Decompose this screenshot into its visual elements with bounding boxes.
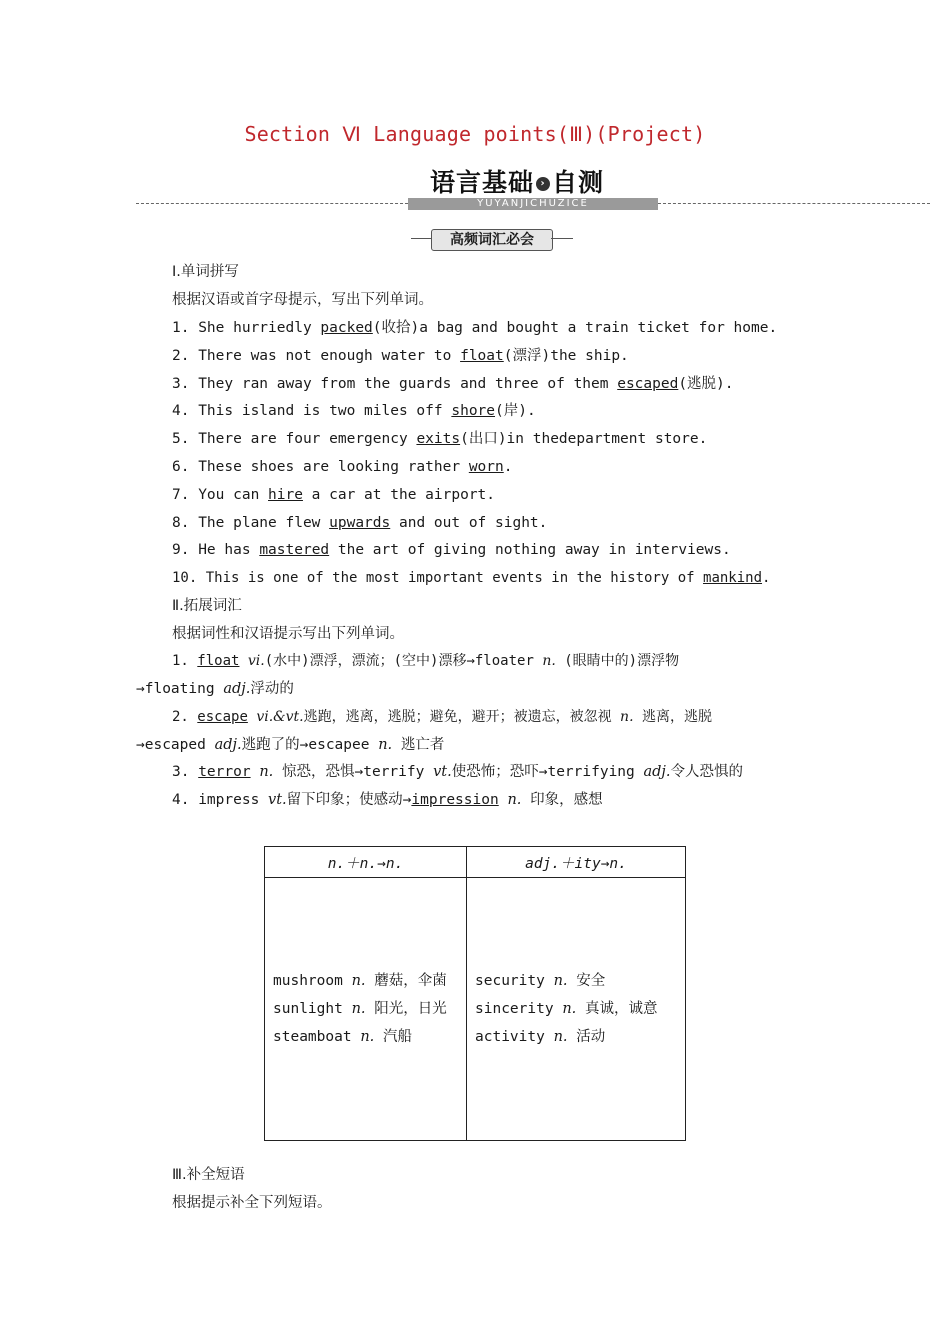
item-text: 逃亡者: [400, 737, 445, 753]
word: activity: [475, 1029, 545, 1045]
sub-banner-wing-right: [551, 238, 573, 239]
meaning: 阳光，日光: [374, 1001, 447, 1017]
item-text: 印象，感想: [530, 792, 603, 808]
item-text: 8. The plane flew: [172, 515, 330, 531]
part-of-speech: adj.: [643, 764, 671, 780]
banner-pinyin: YUYANJICHUZICE: [408, 198, 658, 210]
sub-banner-label: 高频词汇必会: [431, 229, 553, 251]
item-text: 逃跑了的→escapee: [241, 737, 379, 753]
list-item: [475, 995, 677, 1023]
list-item: [172, 374, 734, 394]
part1-instruction: 根据汉语或首字母提示，写出下列单词。: [172, 292, 433, 308]
item-text: (出口)in thedepartment store.: [460, 431, 708, 447]
table-cell: [467, 878, 686, 1141]
item-text: 留下印象；使感动→: [286, 792, 412, 808]
item-text: 逃跑，逃离，逃脱；避免，避开；被遗忘，被忽视: [303, 709, 621, 725]
list-item: [172, 485, 495, 505]
table-header: n.＋n.→n.: [265, 847, 467, 878]
table-header-row: [265, 847, 686, 878]
part2-instruction: 根据词性和汉语提示写出下列单词。: [172, 626, 404, 642]
part-of-speech: n.: [360, 1029, 375, 1045]
sub-banner: [411, 229, 571, 251]
part-of-speech: n.: [553, 1029, 568, 1045]
item-text: 2.: [172, 709, 198, 725]
list-item: [172, 707, 712, 727]
banner-right-text: 自测: [552, 168, 605, 197]
item-text: .: [503, 459, 513, 475]
word: mushroom: [273, 973, 343, 989]
page-title: Section Ⅵ Language points(Ⅲ)(Project): [244, 122, 706, 146]
part-of-speech: n.: [620, 709, 634, 725]
list-item: [172, 790, 603, 810]
part-of-speech: n.: [378, 737, 393, 753]
sub-banner-wing-left: [411, 238, 433, 239]
part-of-speech: adj.: [223, 681, 251, 697]
list-item: [136, 679, 294, 699]
list-item: [273, 967, 458, 995]
item-text: (水中)漂浮，漂流；(空中)漂移→floater: [264, 653, 543, 669]
table-header: adj.＋ity→n.: [467, 847, 686, 878]
meaning: 安全: [576, 973, 606, 989]
banner-divider-right: [658, 203, 930, 204]
item-text: 7. You can: [172, 487, 269, 503]
item-text: 浮动的: [250, 681, 294, 697]
item-text: 9. He has: [172, 542, 260, 558]
answer: shore: [451, 403, 496, 419]
answer: upwards: [329, 515, 391, 531]
answer: impression: [411, 792, 499, 808]
item-text: 5. There are four emergency: [172, 431, 417, 447]
item-text: 3.: [172, 764, 199, 780]
part1-heading: Ⅰ.单词拼写: [172, 264, 239, 280]
list-item: [172, 346, 629, 366]
part-of-speech: n.: [507, 792, 522, 808]
list-item: [172, 457, 512, 477]
part-of-speech: n.: [553, 973, 568, 989]
item-text: 6. These shoes are looking rather: [172, 459, 469, 475]
meaning: 蘑菇，伞菌: [374, 973, 447, 989]
list-item: [172, 318, 777, 338]
item-text: (收拾)a bag and bought a train ticket for home.: [372, 320, 778, 336]
list-item: [136, 735, 444, 755]
item-text: (漂浮)the ship.: [503, 348, 629, 364]
item-text: 4. impress: [172, 792, 269, 808]
item-text: 逃离，逃脱: [641, 709, 712, 725]
item-text: →escaped: [136, 737, 215, 753]
item-text: 10. This is one of the most important events in the history of: [172, 570, 704, 586]
part-of-speech: n.: [259, 764, 274, 780]
answer: terror: [198, 764, 251, 780]
list-item: [273, 995, 458, 1023]
list-item: [172, 513, 547, 533]
item-text: 惊恐，恐惧→terrify: [282, 764, 434, 780]
part-of-speech: adj.: [214, 737, 242, 753]
list-item: [172, 540, 731, 560]
part-of-speech: n.: [351, 973, 366, 989]
list-item: [273, 1023, 458, 1051]
part-of-speech: n.: [351, 1001, 366, 1017]
part-of-speech: vi.: [247, 653, 265, 669]
meaning: 汽船: [383, 1029, 412, 1045]
list-item: [172, 651, 679, 671]
word: security: [475, 973, 545, 989]
item-text: 使恐怖；恐吓→terrifying: [451, 764, 644, 780]
item-text: (岸).: [495, 403, 536, 419]
chevron-right-icon: ›: [536, 177, 550, 191]
item-text: 4. This island is two miles off: [172, 403, 452, 419]
part-of-speech: vi.&vt.: [256, 709, 304, 725]
answer: escape: [197, 709, 248, 725]
part3-instruction: 根据提示补全下列短语。: [172, 1195, 332, 1211]
list-item: [172, 429, 707, 449]
meaning: 真诚，诚意: [585, 1001, 658, 1017]
item-text: a car at the airport.: [302, 487, 496, 503]
list-item: [475, 1023, 677, 1051]
word: steamboat: [273, 1029, 352, 1045]
item-text: 1.: [172, 653, 198, 669]
part3-heading: Ⅲ.补全短语: [172, 1167, 245, 1183]
item-text: 1. She hurriedly: [172, 320, 321, 336]
answer: escaped: [617, 376, 679, 392]
part-of-speech: n.: [542, 653, 556, 669]
item-text: 3. They ran away from the guards and three of them: [172, 376, 618, 392]
banner-divider-left: [136, 203, 408, 204]
word: sunlight: [273, 1001, 343, 1017]
answer: packed: [320, 320, 373, 336]
answer: worn: [468, 459, 504, 475]
meaning: 活动: [576, 1029, 606, 1045]
answer: mankind: [703, 570, 763, 586]
item-text: 2. There was not enough water to: [172, 348, 461, 364]
answer: hire: [268, 487, 303, 503]
item-text: (逃脱).: [678, 376, 734, 392]
list-item: [172, 568, 770, 588]
part2-heading: Ⅱ.拓展词汇: [172, 598, 242, 614]
item-text: →floating: [136, 681, 224, 697]
list-item: [172, 401, 536, 421]
answer: float: [460, 348, 504, 364]
answer: float: [197, 653, 240, 669]
item-text: 令人恐惧的: [670, 764, 744, 780]
part-of-speech: n.: [562, 1001, 577, 1017]
list-item: [172, 762, 743, 782]
table-cell: [265, 878, 467, 1141]
part-of-speech: vt.: [268, 792, 287, 808]
banner-left-text: 语言基础: [430, 168, 535, 197]
answer: exits: [416, 431, 461, 447]
list-item: [475, 967, 677, 995]
item-text: .: [762, 570, 771, 586]
item-text: and out of sight.: [390, 515, 548, 531]
part-of-speech: vt.: [433, 764, 452, 780]
table-row: [265, 878, 686, 1141]
section-banner: [430, 163, 630, 199]
word-formation-table: [264, 846, 686, 1141]
item-text: (眼睛中的)漂浮物: [564, 653, 680, 669]
answer: mastered: [259, 542, 330, 558]
word: sincerity: [475, 1001, 554, 1017]
item-text: the art of giving nothing away in interviews.: [329, 542, 731, 558]
